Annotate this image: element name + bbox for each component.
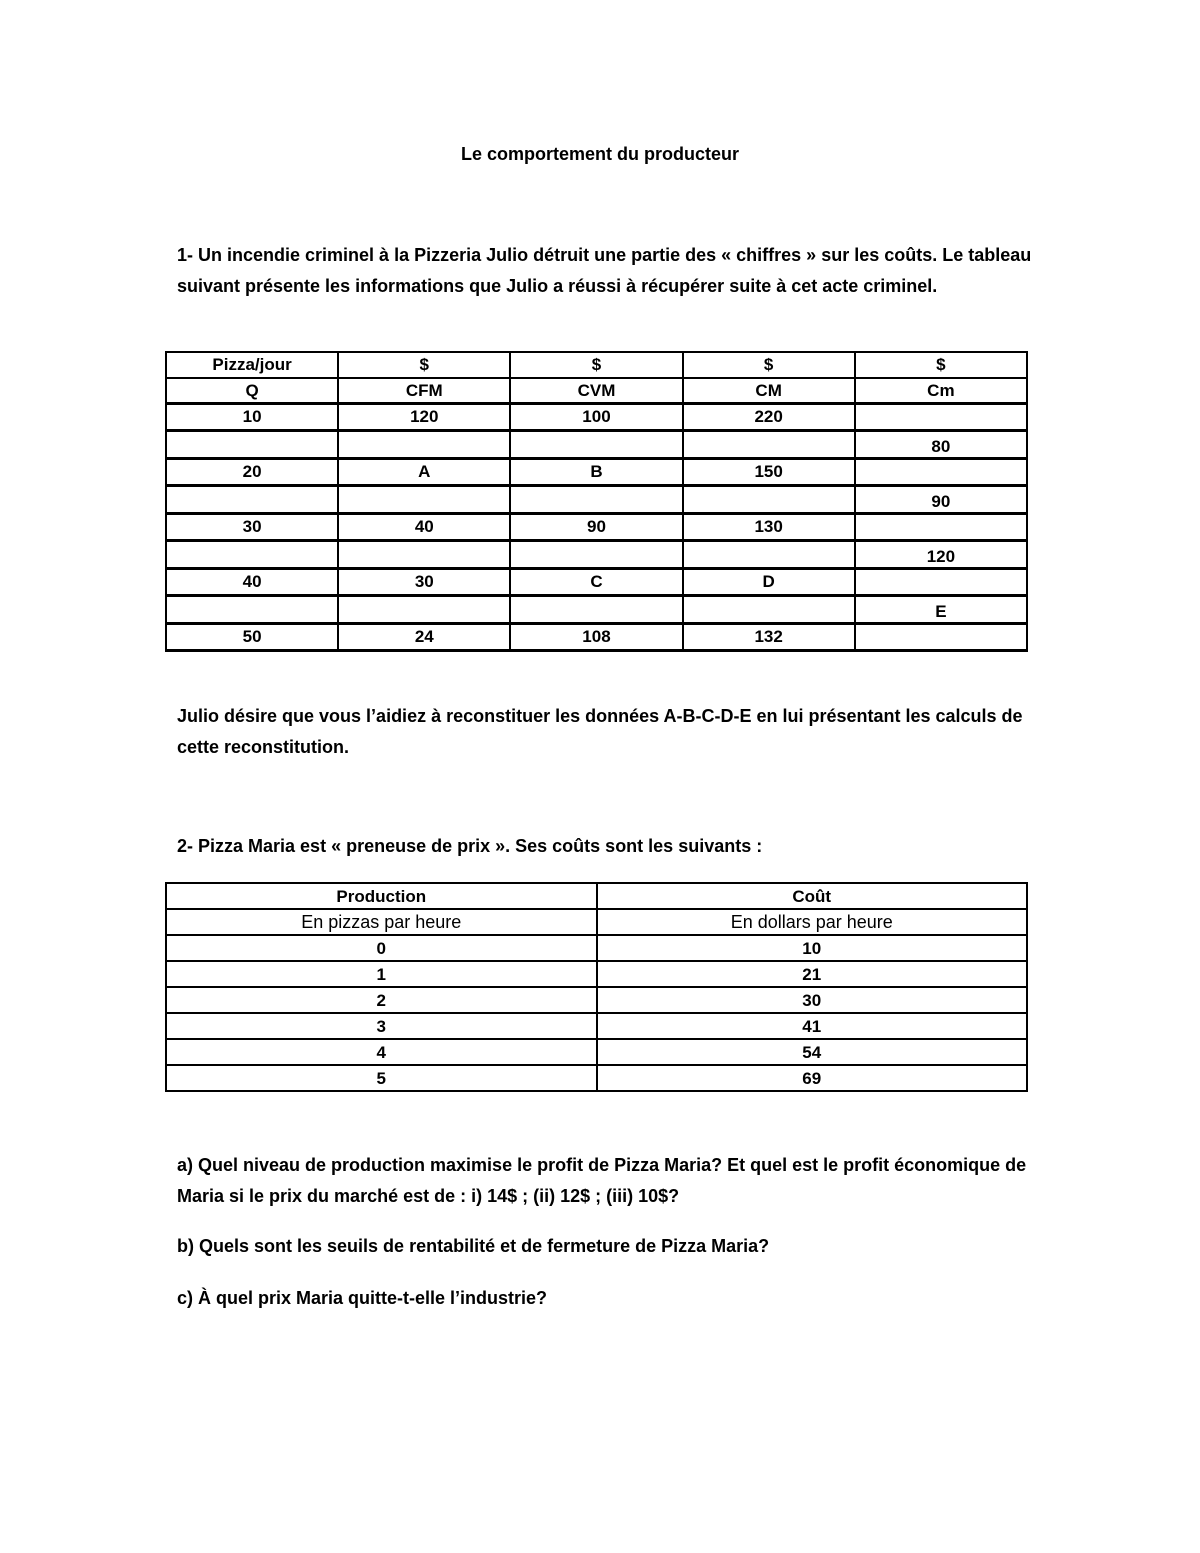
table-cell — [166, 485, 338, 514]
header-cell: CFM — [338, 378, 510, 404]
table-row — [166, 540, 1027, 569]
table-cell: 54 — [597, 1039, 1028, 1065]
table-cell — [855, 514, 1027, 541]
table-row — [166, 987, 1027, 1013]
table-cell: 10 — [166, 404, 338, 431]
question-2c: c) À quel prix Maria quitte-t-elle l’industrie? — [177, 1288, 548, 1308]
table-cell: 132 — [683, 624, 855, 651]
julio-cost-table — [165, 351, 1028, 652]
table-cell — [510, 485, 682, 514]
table-cell: 4 — [166, 1039, 597, 1065]
table-cell: 69 — [597, 1065, 1028, 1091]
table-row — [166, 514, 1027, 541]
question-1-intro: 1- Un incendie criminel à la Pizzeria Julio détruit une partie des « chiffres » sur les coûts. Le tableau suivant présente les informations que Julio a réussi à récupérer suite à cet acte criminel. — [177, 245, 1032, 296]
table-cell: 150 — [683, 459, 855, 486]
table-cell: 24 — [338, 624, 510, 651]
table-cell: A — [338, 459, 510, 486]
maria-cost-table — [165, 882, 1028, 1092]
table-header — [166, 883, 1027, 909]
header-cell: Cm — [855, 378, 1027, 404]
table-row — [166, 1013, 1027, 1039]
table-cell — [855, 404, 1027, 431]
table-cell: 20 — [166, 459, 338, 486]
table-row — [166, 459, 1027, 486]
table-row — [166, 1039, 1027, 1065]
question-2a: a) Quel niveau de production maximise le profit de Pizza Maria? Et quel est le profit économique de Maria si le prix du marché est de : i) 14$ ; (ii) 12$ ; (iii) 10$? — [177, 1155, 1027, 1206]
table-row — [166, 430, 1027, 459]
table-row — [166, 595, 1027, 624]
table-cell — [338, 485, 510, 514]
table-cell — [683, 595, 855, 624]
table-subheader — [166, 909, 1027, 935]
table-cell — [855, 459, 1027, 486]
table-cell: 0 — [166, 935, 597, 961]
header-cell: $ — [338, 352, 510, 378]
table-cell: B — [510, 459, 682, 486]
table-header-codes — [166, 378, 1027, 404]
table-cell: 30 — [166, 514, 338, 541]
question-1-note: Julio désire que vous l’aidiez à reconstituer les données A-B-C-D-E en lui présentant les calculs de cette reconstitution. — [177, 706, 1023, 757]
table-cell: 3 — [166, 1013, 597, 1039]
header-cell: CM — [683, 378, 855, 404]
table-row — [166, 1065, 1027, 1091]
page-title: Le comportement du producteur — [460, 144, 739, 164]
table-row — [166, 624, 1027, 651]
table-cell: 90 — [855, 485, 1027, 514]
table-cell: 21 — [597, 961, 1028, 987]
table-cell: 130 — [683, 514, 855, 541]
table-cell — [166, 540, 338, 569]
table-cell: 1 — [166, 961, 597, 987]
table-header-units — [166, 352, 1027, 378]
table-cell: D — [683, 569, 855, 596]
table-row — [166, 485, 1027, 514]
table-cell: 90 — [510, 514, 682, 541]
table-cell — [683, 485, 855, 514]
table-cell — [338, 540, 510, 569]
table-cell — [683, 430, 855, 459]
table-cell: 220 — [683, 404, 855, 431]
table-cell: 120 — [338, 404, 510, 431]
table-cell: C — [510, 569, 682, 596]
table-row — [166, 961, 1027, 987]
table-cell: 108 — [510, 624, 682, 651]
table-cell: 10 — [597, 935, 1028, 961]
header-cell: Production — [166, 883, 597, 909]
table-cell: 40 — [166, 569, 338, 596]
table-cell: 40 — [338, 514, 510, 541]
subheader-cell: En dollars par heure — [597, 909, 1028, 935]
header-cell: Coût — [597, 883, 1028, 909]
table-cell — [510, 430, 682, 459]
header-cell: Pizza/jour — [166, 352, 338, 378]
table-cell: 30 — [338, 569, 510, 596]
table-row — [166, 935, 1027, 961]
table-cell: 50 — [166, 624, 338, 651]
table-cell — [166, 430, 338, 459]
table-cell — [855, 569, 1027, 596]
question-2-intro: 2- Pizza Maria est « preneuse de prix ». Ses coûts sont les suivants : — [177, 836, 763, 856]
table-cell — [510, 595, 682, 624]
header-cell: $ — [510, 352, 682, 378]
header-cell: $ — [683, 352, 855, 378]
header-cell: Q — [166, 378, 338, 404]
subheader-cell: En pizzas par heure — [166, 909, 597, 935]
table-cell: 100 — [510, 404, 682, 431]
table-cell: 5 — [166, 1065, 597, 1091]
table-cell: 80 — [855, 430, 1027, 459]
table-cell — [510, 540, 682, 569]
table-cell: 120 — [855, 540, 1027, 569]
table-cell: 30 — [597, 987, 1028, 1013]
table-cell: E — [855, 595, 1027, 624]
table-cell — [338, 430, 510, 459]
table-cell — [855, 624, 1027, 651]
header-cell: CVM — [510, 378, 682, 404]
table-cell — [683, 540, 855, 569]
table-cell: 41 — [597, 1013, 1028, 1039]
table-cell — [338, 595, 510, 624]
table-cell: 2 — [166, 987, 597, 1013]
question-2b: b) Quels sont les seuils de rentabilité et de fermeture de Pizza Maria? — [177, 1236, 770, 1256]
table-row — [166, 569, 1027, 596]
header-cell: $ — [855, 352, 1027, 378]
table-cell — [166, 595, 338, 624]
table-row — [166, 404, 1027, 431]
